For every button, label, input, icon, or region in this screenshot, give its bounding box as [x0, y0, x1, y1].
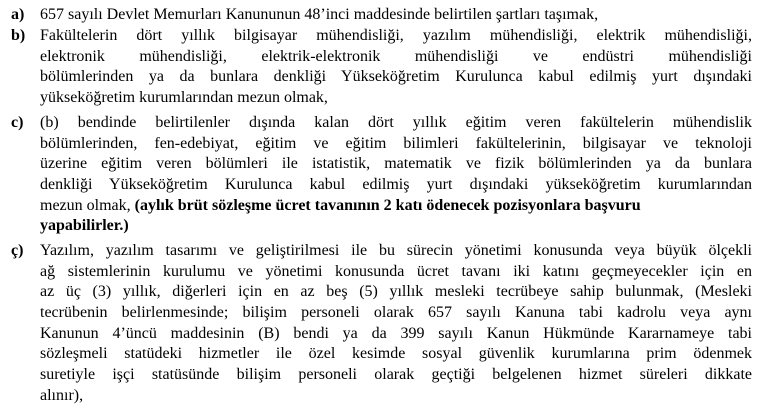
list-marker: a) — [11, 6, 25, 23]
text-line: elektronik mühendisliği, elektrik-elektronik mühendisliği ve endüstri mühendisliği — [40, 47, 752, 65]
text-line: 657 sayılı Devlet Memurları Kanununun 48’inci maddesinde belirtilen şartları taşımak, — [40, 6, 599, 23]
text-line: denkliği Yükseköğretim Kurulunca kabul edilmiş yurt dışındaki yükseköğretim kurumlarından — [40, 176, 752, 194]
text-line: tecrübenin belirlenmesinde; bilişim personeli olarak 657 sayılı Kanuna tabi kadrolu veya aynı — [40, 304, 752, 322]
list-item-text — [40, 26, 752, 109]
text-plain: mezun olmak, — [40, 196, 135, 214]
list-item-text — [40, 5, 752, 26]
text-line: suretiyle işçi statüsünde bilişim personeli olarak geçtiği belgelenen hizmet süreleri dikkate — [40, 366, 752, 384]
text-line: ağ sistemlerinin kurulumu ve yönetimi konusunda ücret tavanı iki katını geçmeyecekler için en — [40, 262, 752, 280]
text-line: bölümlerinden, fen-edebiyat, eğitim ve eğitim bilimleri fakültelerinin, bilgisayar ve teknoloji — [40, 134, 752, 152]
text-line: yükseköğretim kurumlarından mezun olmak, — [40, 89, 328, 107]
text-line: sözleşmeli statüdeki hizmetler ile özel kesimde sosyal güvenlik kurumlarına prim ödenmek — [40, 345, 752, 363]
list-marker: ç) — [11, 242, 24, 259]
text-line: bölümlerinden ya da bunlara denkliği Yükseköğretim Kurulunca kabul edilmiş yurt dışındaki — [40, 68, 752, 86]
text-line: Kanunun 4’üncü maddesinin (B) bendi ya da 399 sayılı Kanun Hükmünde Kararnameye tabi — [40, 324, 752, 342]
text-bold: (aylık brüt sözleşme ücret tavanının 2 katı ödenecek pozisyonlara başvuru — [134, 196, 641, 214]
text-line: Yazılım, yazılım tasarımı ve geliştirilmesi ile bu sürecin yönetimi konusunda veya büyük ölçekli — [40, 242, 752, 259]
text-line-bold: yapabilirler.) — [40, 217, 129, 235]
text-line-mixed — [40, 196, 752, 217]
list-item-text — [40, 113, 752, 237]
list-marker: c) — [11, 114, 24, 131]
text-line: az üç (3) yıllık, diğerleri için en az beş (5) yıllık mesleki tecrübeye sahip bulunmak, (Mesleki — [40, 283, 752, 301]
list-marker: b) — [11, 27, 26, 44]
text-line: Fakültelerin dört yıllık bilgisayar mühendisliği, yazılım mühendisliği, elektrik mühendisliği, — [40, 27, 752, 44]
text-line: üzerine eğitim veren bölümleri ile istatistik, matematik ve fizik bölümlerinden ya da bunlara — [40, 155, 752, 173]
text-line: (b) bendinde belirtilenler dışında kalan dört yıllık eğitim veren fakültelerin mühendislik — [40, 114, 752, 131]
list-item-text — [40, 241, 752, 407]
text-line: alınır), — [40, 386, 84, 404]
